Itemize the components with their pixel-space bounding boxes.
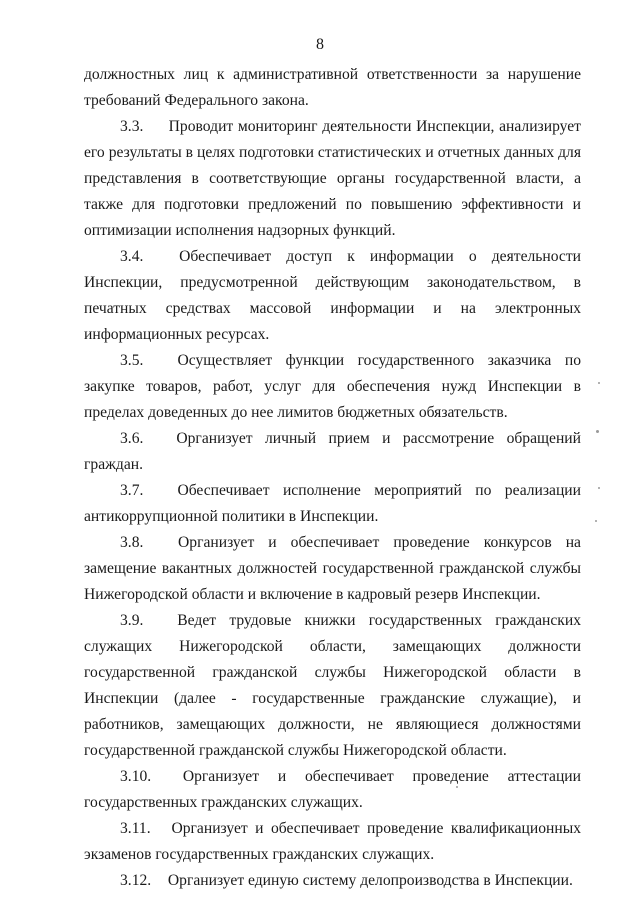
scan-speck [596,430,599,433]
paragraph-number: 3.3. [120,118,144,135]
scan-speck [595,520,597,522]
paragraph-text: должностных лиц к административной ответственности за нарушение требований Федерального закона. [84,66,581,109]
paragraph-number: 3.8. [120,534,144,551]
paragraph-3-7 [84,478,581,530]
paragraph-text: Проводит мониторинг деятельности Инспекции, анализирует его результаты в целях подготовки статистических и отчетных данных для представления в соответствующие органы государственной власти, а также для подготовки предложений по повышению эффективности и оптимизации исполнения надзорных функций. [84,118,581,239]
paragraph-number: 3.9. [120,612,144,629]
paragraph-text: Организует единую систему делопроизводства в Инспекции. [167,872,573,889]
paragraph-text: Обеспечивает исполнение мероприятий по реализации антикоррупционной политики в Инспекции. [84,482,581,525]
document-body [84,62,581,894]
paragraph-3-3 [84,114,581,244]
paragraph-3-4 [84,244,581,348]
paragraph-text: Обеспечивает доступ к информации о деятельности Инспекции, предусмотренной действующим законодательством, в печатных средствах массовой информации и на электронных информационных ресурсах. [84,248,581,343]
paragraph-3-9 [84,608,581,764]
paragraph-number: 3.5. [120,352,144,369]
paragraph-text: Осуществляет функции государственного заказчика по закупке товаров, работ, услуг для обеспечения нужд Инспекции в пределах доведенных до нее лимитов бюджетных обязательств. [84,352,581,421]
paragraph-3-5 [84,348,581,426]
paragraph-text: Организует и обеспечивает проведение конкурсов на замещение вакантных должностей государственной гражданской службы Нижегородской области и включение в кадровый резерв Инспекции. [84,534,581,603]
paragraph-text: Организует и обеспечивает проведение квалификационных экзаменов государственных гражданских служащих. [84,820,581,863]
paragraph-continuation [84,62,581,114]
paragraph-number: 3.6. [120,430,144,447]
paragraph-3-8 [84,530,581,608]
paragraph-3-12 [84,868,581,894]
paragraph-number: 3.4. [120,248,144,265]
paragraph-number: 3.11. [120,820,151,837]
scan-speck [456,786,458,788]
paragraph-3-11 [84,816,581,868]
paragraph-text: Ведет трудовые книжки государственных гражданских служащих Нижегородской области, замещающих должности государственной гражданской службы Нижегородской области в Инспекции (далее - государственные гражданские служащие), и работников, замещающих должности, не являющиеся должностями государственной гражданской службы Нижегородской области. [84,612,581,759]
paragraph-text: Организует личный прием и рассмотрение обращений граждан. [84,430,581,473]
paragraph-number: 3.12. [120,872,152,889]
paragraph-text: Организует и обеспечивает проведение аттестации государственных гражданских служащих. [84,768,581,811]
scan-speck [598,487,600,489]
scan-speck [598,382,600,384]
paragraph-number: 3.7. [120,482,144,499]
paragraph-3-10 [84,764,581,816]
page-number: 8 [316,36,324,53]
paragraph-3-6 [84,426,581,478]
paragraph-number: 3.10. [120,768,152,785]
